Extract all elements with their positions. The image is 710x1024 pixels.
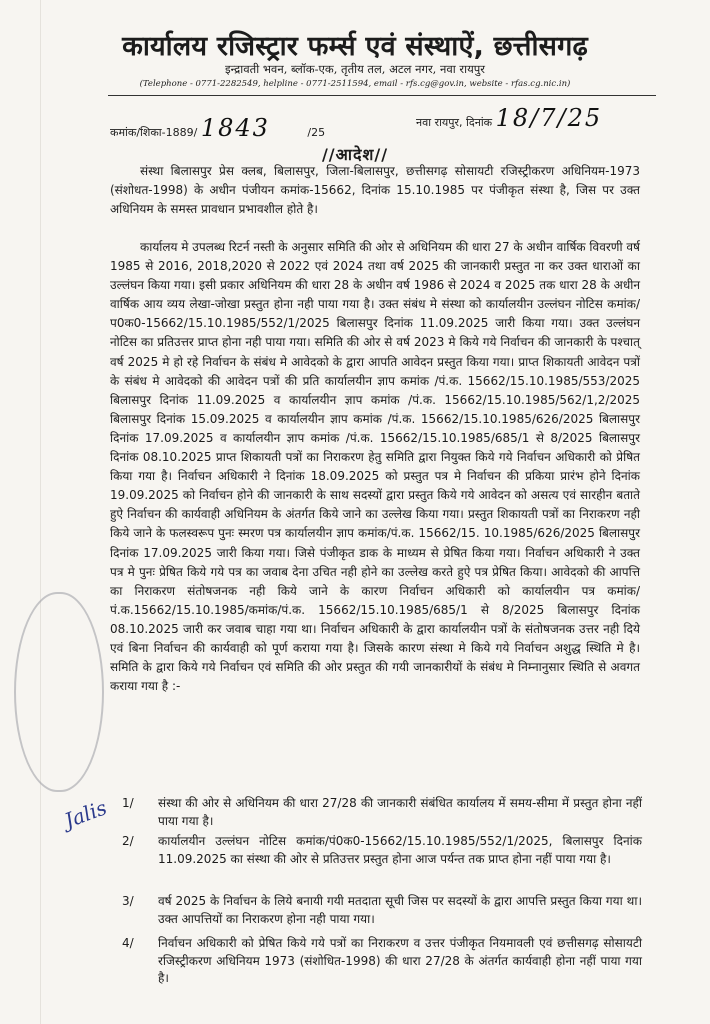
list-text: संस्था की ओर से अधिनियम की धारा 27/28 की जानकारी संबंधित कार्यालय में समय-सीमा में प्रस्तुत होना नहीं पाया गया है।: [158, 796, 642, 828]
reference-date: [416, 104, 602, 132]
header-rule: [108, 95, 656, 96]
reference-year: /25: [307, 126, 326, 139]
reference-handwritten-number: 1843: [200, 114, 270, 142]
list-number: 2/: [122, 834, 134, 848]
list-number: 4/: [122, 936, 134, 950]
reference-number: [110, 114, 325, 142]
list-number: 1/: [122, 796, 134, 810]
office-seal-stamp: [14, 592, 104, 792]
office-title: कार्यालय रजिस्ट्रार फर्म्स एवं संस्थाऐं, छत्तीसगढ़: [122, 31, 588, 62]
date-label: नवा रायपुर, दिनांक: [416, 116, 493, 129]
office-address: इन्द्रावती भवन, ब्लॉक-एक, तृतीय तल, अटल नगर, नवा रायपुर: [224, 62, 485, 76]
paragraph-main: कार्यालय मे उपलब्ध रिटर्न नस्ती के अनुसार समिति की ओर से अधिनियम की धारा 27 के अधीन वार्षिक विवरणी वर्ष 1985 से 2016, 2018,2020 से 2022 एवं 2024 तथा वर्ष 2025 की जानकारी प्रस्तुत ना कर उक्त धाराओं का उल्लंघन किया गया। इसी प्रकार अधिनियम की धारा 28 के अधीन वर्ष 1986 से 2024 व 2025 तक धारा 28 के अधीन वार्षिक आय व्यय लेखा-जोखा प्रस्तुत होना नही पाया गया है। उक्त संबंध मे संस्था को कार्यालयीन उल्लंघन नोटिस कमांक/प0क0-15662/15.10.1985/552/1/2025 बिलासपुर दिनांक 11.09.2025 जारी किया गया। उक्त उल्लंघन नोटिस का प्रतिउत्तर प्राप्त होना नही पाया गया। समिति की ओर से वर्ष 2023 मे किये गये निर्वाचन की जानकारी के पश्चात् वर्ष 2025 मे हो रहे निर्वाचन के संबंध मे आवेदको के द्वारा आपति आवेदन प्रस्तुत किया गया। प्राप्त शिकायती आवेदन पत्रों के संबंध मे आवेदको की आवेदन पत्रों की प्रति कार्यालयीन ज्ञाप कमांक /पं.क. 15662/15.10.1985/553/2025 बिलासपुर दिनांक 11.09.2025 व कार्यालयीन ज्ञाप कमांक /पं.क. 15662/15.10.1985/562/1,2/2025 बिलासपुर दिनांक 15.09.2025 व कार्यालयीन ज्ञाप कमांक /पं.क. 15662/15.10.1985/626/2025 बिलासपुर दिनांक 17.09.2025 व कार्यालयीन ज्ञाप कमांक /पं.क. 15662/15.10.1985/685/1 से 8/2025 बिलासपुर दिनांक 08.10.2025 प्राप्त शिकायती पत्रों का निराकरण हेतु समिति द्वारा नियुक्त किये गये निर्वाचन अधिकारी को प्रेषित किया गया है। निर्वाचन अधिकारी ने दिनांक 18.09.2025 को प्रस्तुत पत्र मे निर्वाचन की प्रकिया प्रारंभ होने दिनांक 19.09.2025 को निर्वाचन होने की जानकारी के साथ सदस्यों द्वारा प्रस्तुत किये गये आवेदन को असत्य एवं सारहीन बताते हुऐ निर्वाचन की कार्यवाही अधिनियम के अंतर्गत किये जाने का उल्लेख किया गया। प्रस्तुत शिकायती पत्रों का निराकरण नही किये जाने के फलस्वरूप पुनः स्मरण पत्र कार्यालयीन ज्ञाप कमांक/पं.क. 15662/15. 10.1985/626/2025 बिलासपुर दिनांक 17.09.2025 जारी किया गया। जिसे पंजीकृत डाक के माध्यम से प्रेषित किया गया। निर्वाचन अधिकारी ने उक्त पत्र मे पुनः प्रेषित किये गये पत्र का जवाब देना उचित नही होने का उल्लेख करते हुऐ पत्र प्रेषित किया। आवेदको की आपत्ति का निराकरण संतोषजनक नही किये जाने के कारण निर्वाचन अधिकारी को कार्यालयीन पत्र कमांक/पं.क.15662/15.10.1985/कमांक/पं.क. 15662/15.10.1985/685/1 से 8/2025 बिलासपुर दिनांक 08.10.2025 जारी कर जवाब चाहा गया था। निर्वाचन अधिकारी के द्वारा कार्यालयीन पत्रों के संतोषजनक उत्तर नही दिये एवं बिना निर्वाचन की कार्यवाही को पूर्ण कराया गया है। जिसके कारण संस्था मे किये गये निर्वाचन अशुद्ध स्थिति मे है। समिति के द्वारा किये गये निर्वाचन एवं समिति की ओर प्रस्तुत की गयी जानकारीयों के संबंध मे निम्नानुसार स्थिति से अवगत कराया गया है :-: [110, 240, 640, 694]
handwritten-date: 18/7/25: [495, 104, 603, 132]
handwritten-signature: Jalis: [61, 795, 110, 833]
office-contact: (Telephone - 0771-2282549, helpline - 0771-2511594, email - rfs.cg@gov.in, website - rfas.cg.nic.in): [139, 79, 571, 89]
order-heading: //आदेश//: [321, 145, 389, 164]
list-text: कार्यालयीन उल्लंघन नोटिस कमांक/पं0क0-15662/15.10.1985/552/1/2025, बिलासपुर दिनांक 11.09.2025 का संस्था की ओर से प्रतिउत्तर प्रस्तुत होना आज पर्यन्त तक प्राप्त होना नहीं पाया गया है।: [158, 834, 642, 866]
reference-prefix: कमांक/शिका-1889/: [110, 126, 198, 139]
list-text: वर्ष 2025 के निर्वाचन के लिये बनायी गयी मतदाता सूची जिस पर सदस्यों के द्वारा आपत्ति प्रस्तुत किया गया था। उक्त आपत्तियों का निराकरण होना नही पाया गया।: [158, 894, 642, 926]
list-number: 3/: [122, 894, 134, 908]
list-text: निर्वाचन अधिकारी को प्रेषित किये गये पत्रों का निराकरण व उत्तर पंजीकृत नियमावली एवं छत्तीसगढ़ सोसायटी रजिस्ट्रीकरण अधिनियम 1973 (संशोधित-1998) की धारा 27/28 के अंतर्गत कार्यवाही होना नहीं पाया गया है।: [158, 936, 642, 985]
paragraph-intro: संस्था बिलासपुर प्रेस क्लब, बिलासपुर, जिला-बिलासपुर, छत्तीसगढ़ सोसायटी रजिस्ट्रीकरण अधिनियम-1973 (संशोधत-1998) के अधीन पंजीयन कमांक-15662, दिनांक 15.10.1985 पर पंजीकृत संस्था है, जिस पर उक्त अधिनियम के समस्त प्रावधान प्रभावशील होते है।: [110, 164, 640, 217]
